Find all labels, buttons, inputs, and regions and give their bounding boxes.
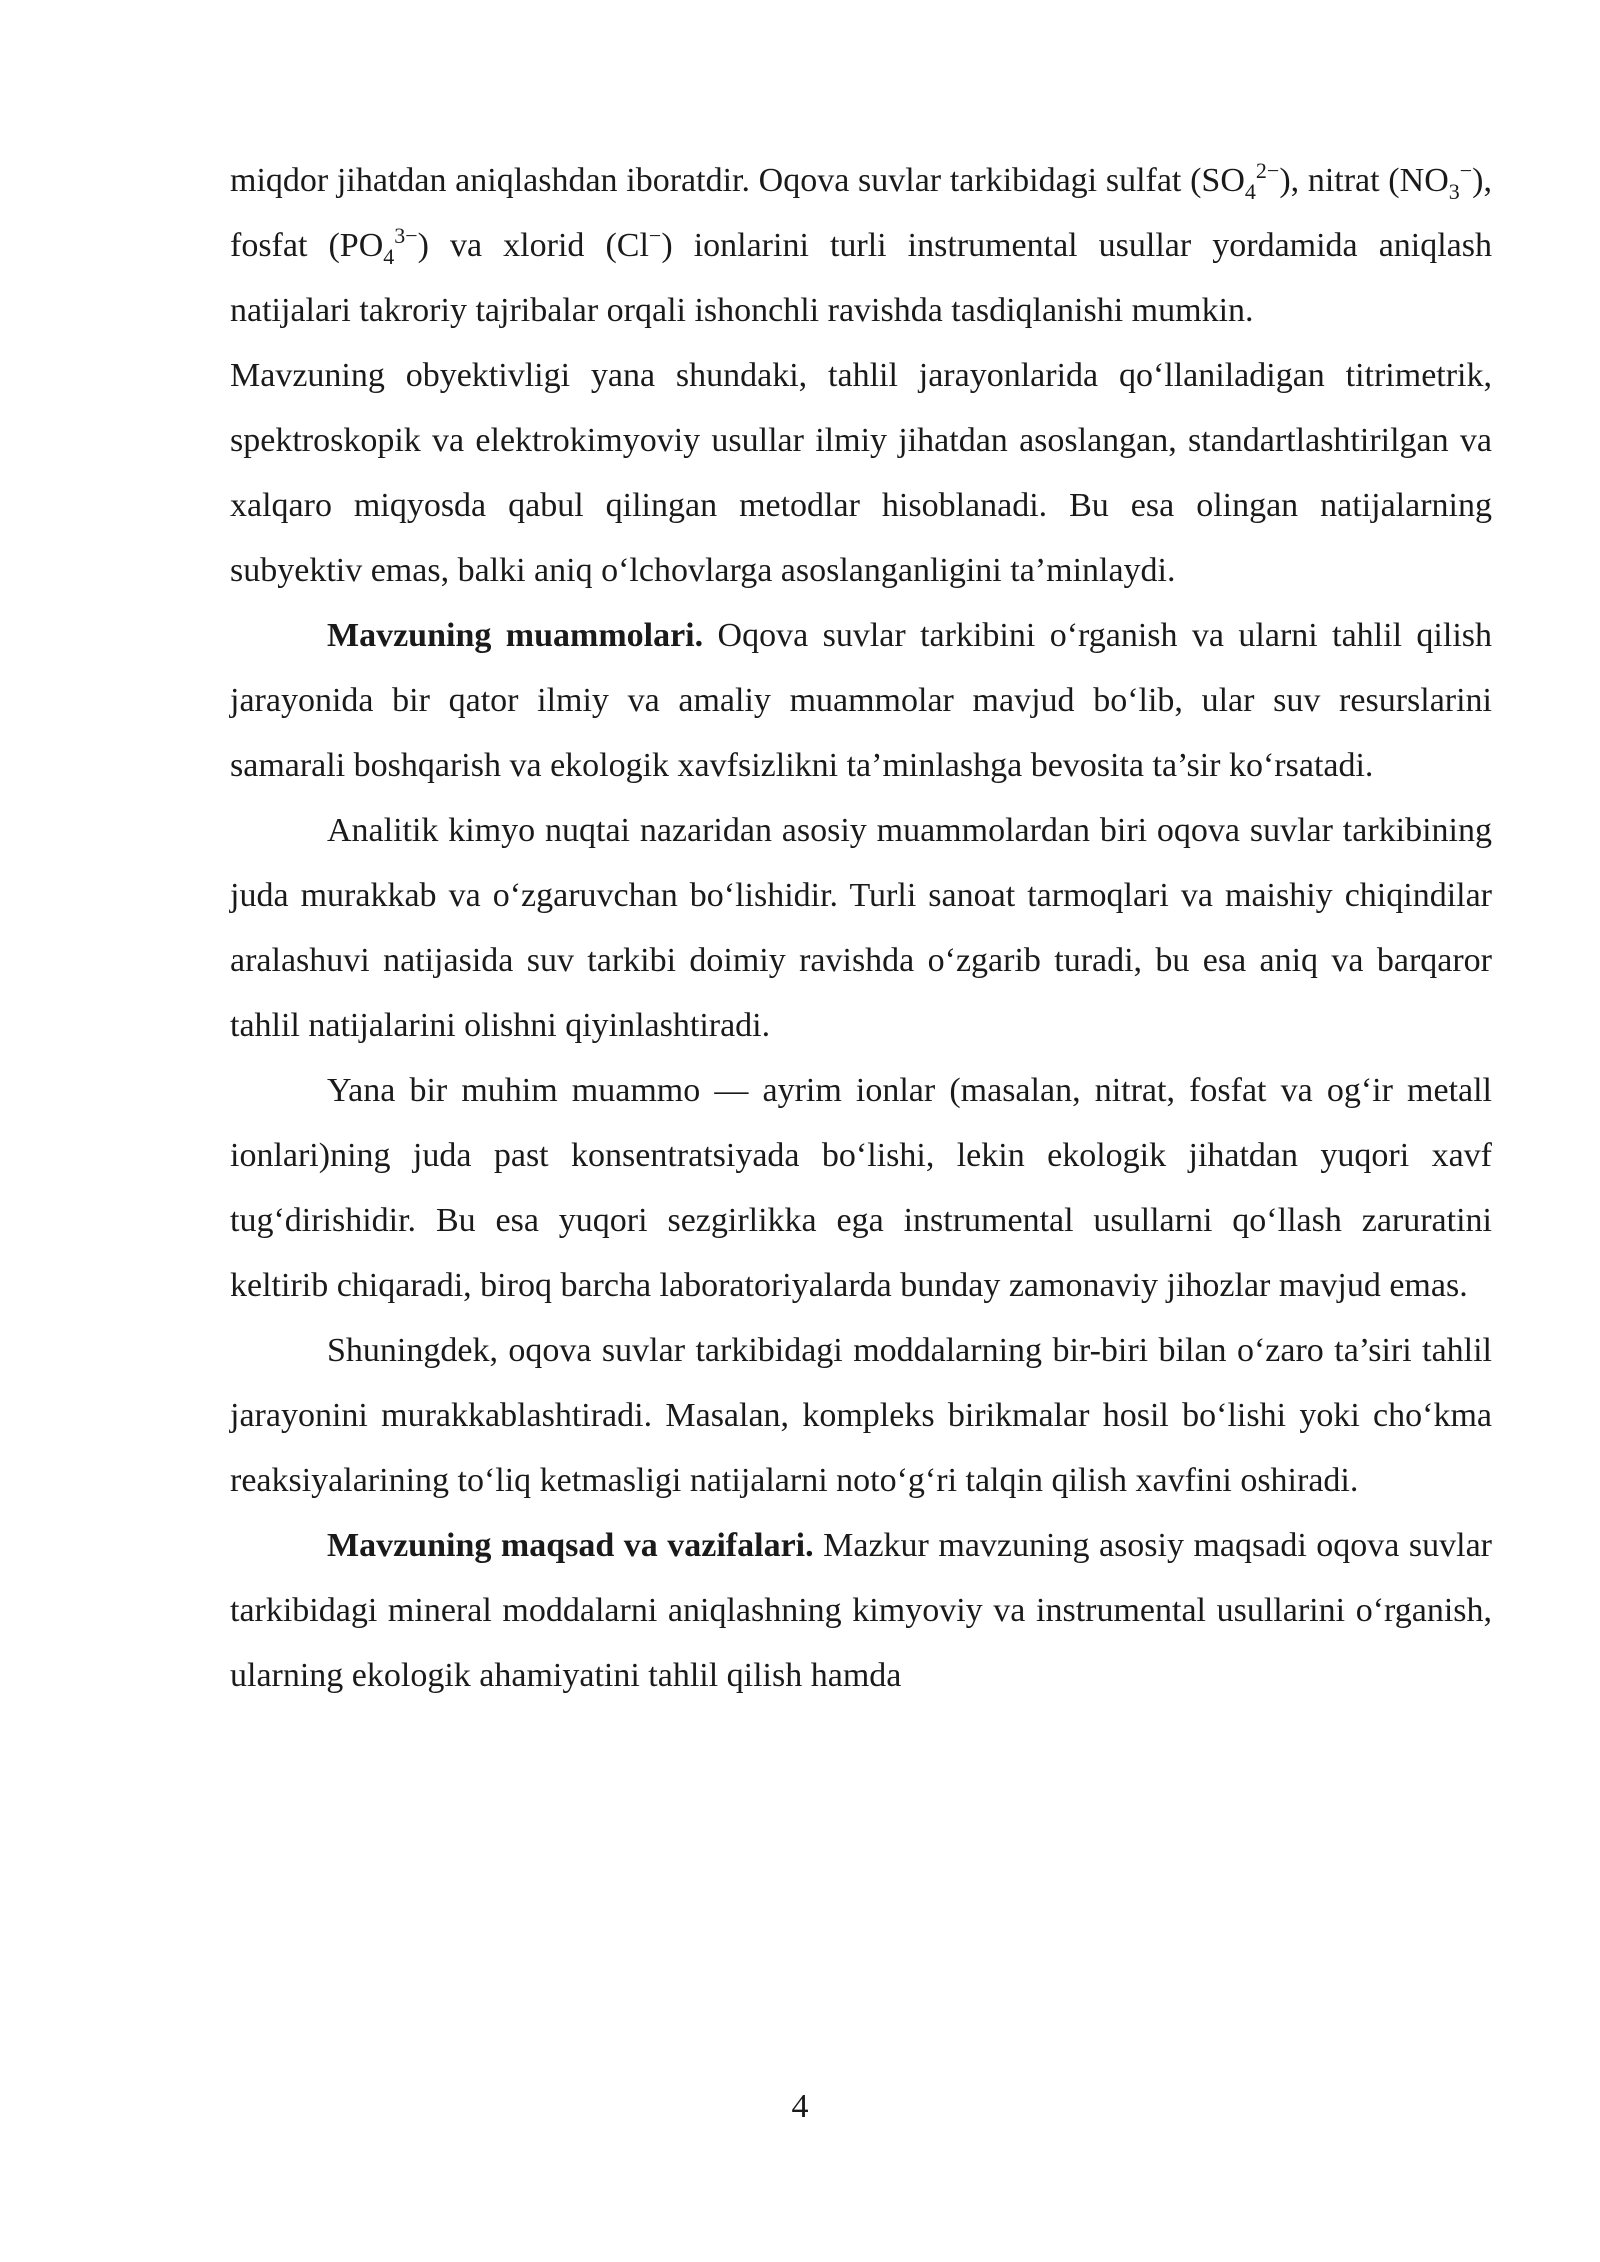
paragraph-1-text-e: ) ionlarini turli instrumental usullar yordamida aniqlash natijalari takroriy tajribalar orqali ishonchli ravishda tasdiqlanishi mumkin. bbox=[230, 227, 1493, 329]
paragraph-1-text-d: ) va xlorid (Cl bbox=[417, 227, 649, 264]
paragraph-4: Analitik kimyo nuqtai nazaridan asosiy muammolardan biri oqova suvlar tarkibining juda murakkab va o‘zgaruvchan bo‘lishidir. Turli sanoat tarmoqlari va maishiy chiqindilar aralashuvi natijasida suv tarkibi doimiy ravishda o‘zgarib turadi, bu esa aniq va barqaror tahlil natijalarini olishni qiyinlashtiradi. bbox=[230, 812, 1492, 1044]
chloride-charge: − bbox=[648, 223, 662, 248]
paragraph-3-text: Oqova suvlar tarkibini o‘rganish va ularni tahlil qilish jarayonida bir qator ilmiy va amaliy muammolar mavjud bo‘lib, ular suv resurslarini samarali boshqarish va ekologik xavfsizlikni ta’minlashga bevosita ta’sir ko‘rsatadi. bbox=[230, 617, 1493, 784]
paragraph-7 bbox=[230, 1513, 1492, 1708]
document-page bbox=[230, 148, 1492, 1708]
sulfate-subscript: 4 bbox=[1244, 179, 1256, 204]
paragraph-1-text-a: miqdor jihatdan aniqlashdan iboratdir. Oqova suvlar tarkibidagi sulfat (SO bbox=[230, 162, 1245, 199]
page-number: 4 bbox=[791, 2088, 809, 2125]
section-heading-goals: Mavzuning maqsad va vazifalari. bbox=[327, 1527, 814, 1564]
paragraph-5: Yana bir muhim muammo — ayrim ionlar (masalan, nitrat, fosfat va og‘ir metall ionlari)ning juda past konsentratsiyada bo‘lishi, lekin ekologik jihatdan yuqori xavf tug‘dirishidir. Bu esa yuqori sezgirlikka ega instrumental usullarni qo‘llash zaruratini keltirib chiqaradi, biroq barcha laboratoriyalarda bunday zamonaviy jihozlar mavjud emas. bbox=[230, 1072, 1492, 1304]
paragraph-1-text-b: ), nitrat (NO bbox=[1279, 162, 1449, 199]
paragraph-7-text: Mazkur mavzuning asosiy maqsadi oqova suvlar tarkibidagi mineral moddalarni aniqlashning kimyoviy va instrumental usullarini o‘rganish, ularning ekologik ahamiyatini tahlil qilish hamda bbox=[230, 1527, 1493, 1694]
nitrate-subscript: 3 bbox=[1448, 179, 1460, 204]
phosphate-subscript: 4 bbox=[383, 244, 395, 269]
paragraph-3 bbox=[230, 603, 1492, 798]
paragraph-1-text-c: ), fosfat (PO bbox=[230, 162, 1492, 264]
paragraph-6: Shuningdek, oqova suvlar tarkibidagi moddalarning bir-biri bilan o‘zaro ta’siri tahlil jarayonini murakkablashtiradi. Masalan, kompleks birikmalar hosil bo‘lishi yoki cho‘kma reaksiyalarining to‘liq ketmasligi natijalarni noto‘g‘ri talqin qilish xavfini oshiradi. bbox=[230, 1332, 1492, 1499]
phosphate-charge: 3− bbox=[394, 223, 418, 248]
paragraph-1 bbox=[230, 148, 1492, 343]
section-heading-problems: Mavzuning muammolari. bbox=[327, 617, 704, 654]
paragraph-2: Mavzuning obyektivligi yana shundaki, tahlil jarayonlarida qo‘llaniladigan titrimetrik, spektroskopik va elektrokimyoviy usullar ilmiy jihatdan asoslangan, standartlashtirilgan va xalqaro miqyosda qabul qilingan metodlar hisoblanadi. Bu esa olingan natijalarning subyektiv emas, balki aniq o‘lchovlarga asoslanganligini ta’minlaydi. bbox=[230, 357, 1492, 589]
nitrate-charge: − bbox=[1459, 158, 1473, 183]
sulfate-charge: 2− bbox=[1255, 158, 1280, 183]
